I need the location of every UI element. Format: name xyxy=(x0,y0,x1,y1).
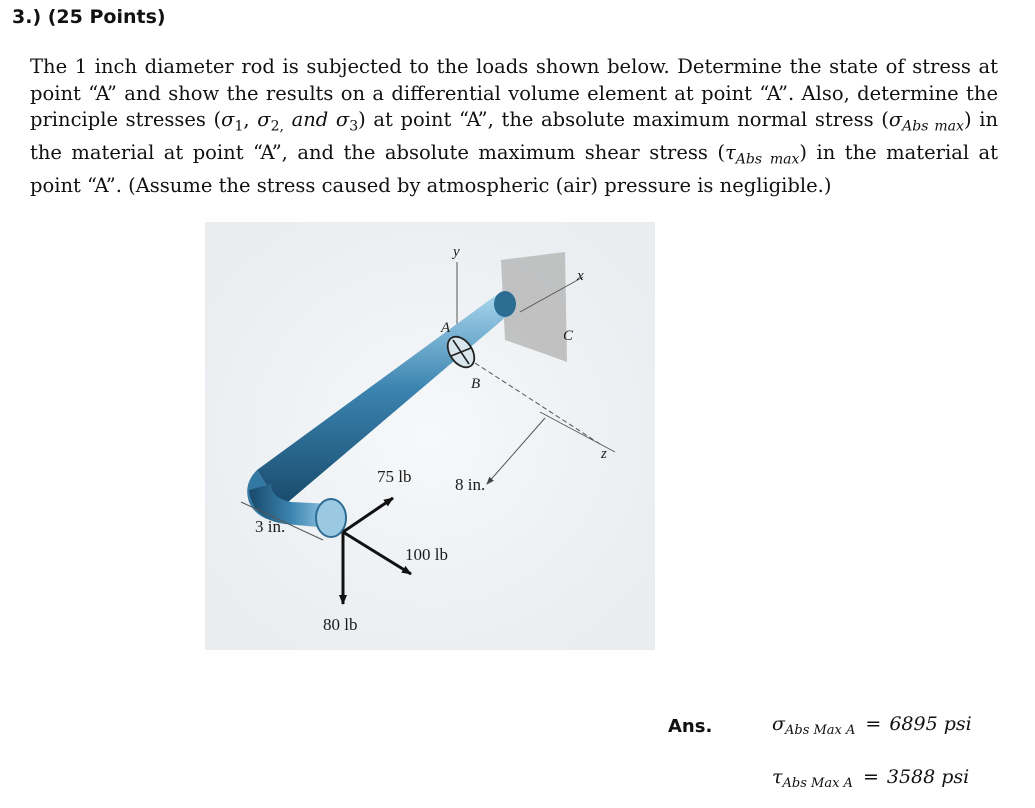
abs-max-sub: Abs max xyxy=(735,151,800,168)
answer-normal-stress xyxy=(772,713,972,738)
sigma-symbol: σ xyxy=(335,108,350,131)
answer-subscript: Abs Max A xyxy=(782,776,853,791)
tau-symbol: τ xyxy=(772,766,783,788)
sub-2: 2, xyxy=(270,118,284,135)
problem-line-5: point “A”. (Assume the stress caused by atmospheric (air) pressure is negligible.) xyxy=(30,173,832,197)
abs-max-sub: Abs max xyxy=(902,118,964,135)
label-75-lb: 75 lb xyxy=(377,467,412,486)
tau-symbol: τ xyxy=(725,140,736,164)
and-word: and xyxy=(291,108,329,131)
label-3-in: 3 in. xyxy=(255,517,286,536)
problem-line-1: The 1 inch diameter rod is subjected to the loads shown below. Determine the state of stress at xyxy=(30,55,998,78)
sigma-symbol: σ xyxy=(888,108,903,131)
line3-text-a: principle stresses ( xyxy=(30,108,222,131)
answer-value: 3588 psi xyxy=(886,766,970,788)
sub-3: 3 xyxy=(349,118,359,135)
label-z: z xyxy=(601,446,607,462)
label-80-lb: 80 lb xyxy=(323,615,358,634)
line4-text-a: the material at point “A”, and the absolute maximum shear stress ( xyxy=(30,140,725,164)
sigma-symbol: σ xyxy=(221,108,235,131)
equals-sign: = xyxy=(862,766,879,788)
rod-wall-end xyxy=(494,291,516,317)
line3-text-b: ) at point “A”, the absolute maximum normal stress ( xyxy=(358,108,889,131)
line3-text-c: ) in xyxy=(963,108,999,131)
problem-statement xyxy=(30,54,998,199)
rod-free-end xyxy=(316,499,346,537)
label-8-in: 8 in. xyxy=(455,475,486,494)
problem-line-4 xyxy=(30,140,998,173)
label-x: x xyxy=(577,268,584,284)
label-100-lb: 100 lb xyxy=(405,545,448,564)
answer-subscript: Abs Max A xyxy=(784,723,856,738)
label-b: B xyxy=(471,376,481,392)
figure-background xyxy=(205,222,655,650)
label-a: A xyxy=(441,320,451,336)
label-c: C xyxy=(563,328,574,344)
answer-label: Ans. xyxy=(668,716,713,737)
answer-shear-stress xyxy=(772,766,969,791)
sub-1: 1 xyxy=(234,118,244,135)
line4-text-c: ) in the material at xyxy=(799,140,998,164)
sigma-symbol: σ xyxy=(257,108,271,131)
answer-value: 6895 psi xyxy=(889,713,972,735)
problem-line-3: principle stresses ($\sigma_1$, $\sigma_{2,}$ and $\sigma_3$) at point “A”, the absolute maximum normal stress $(\sigma_{Abs max})$ in xyxy=(30,108,999,135)
sigma-symbol: σ xyxy=(772,713,785,735)
equals-sign: = xyxy=(865,713,882,735)
problem-heading: 3.) (25 Points) xyxy=(12,6,166,28)
rod-figure xyxy=(205,222,655,650)
problem-line-2: point “A” and show the results on a differential volume element at point “A”. Also, determine the xyxy=(30,81,998,105)
label-y: y xyxy=(453,244,460,260)
